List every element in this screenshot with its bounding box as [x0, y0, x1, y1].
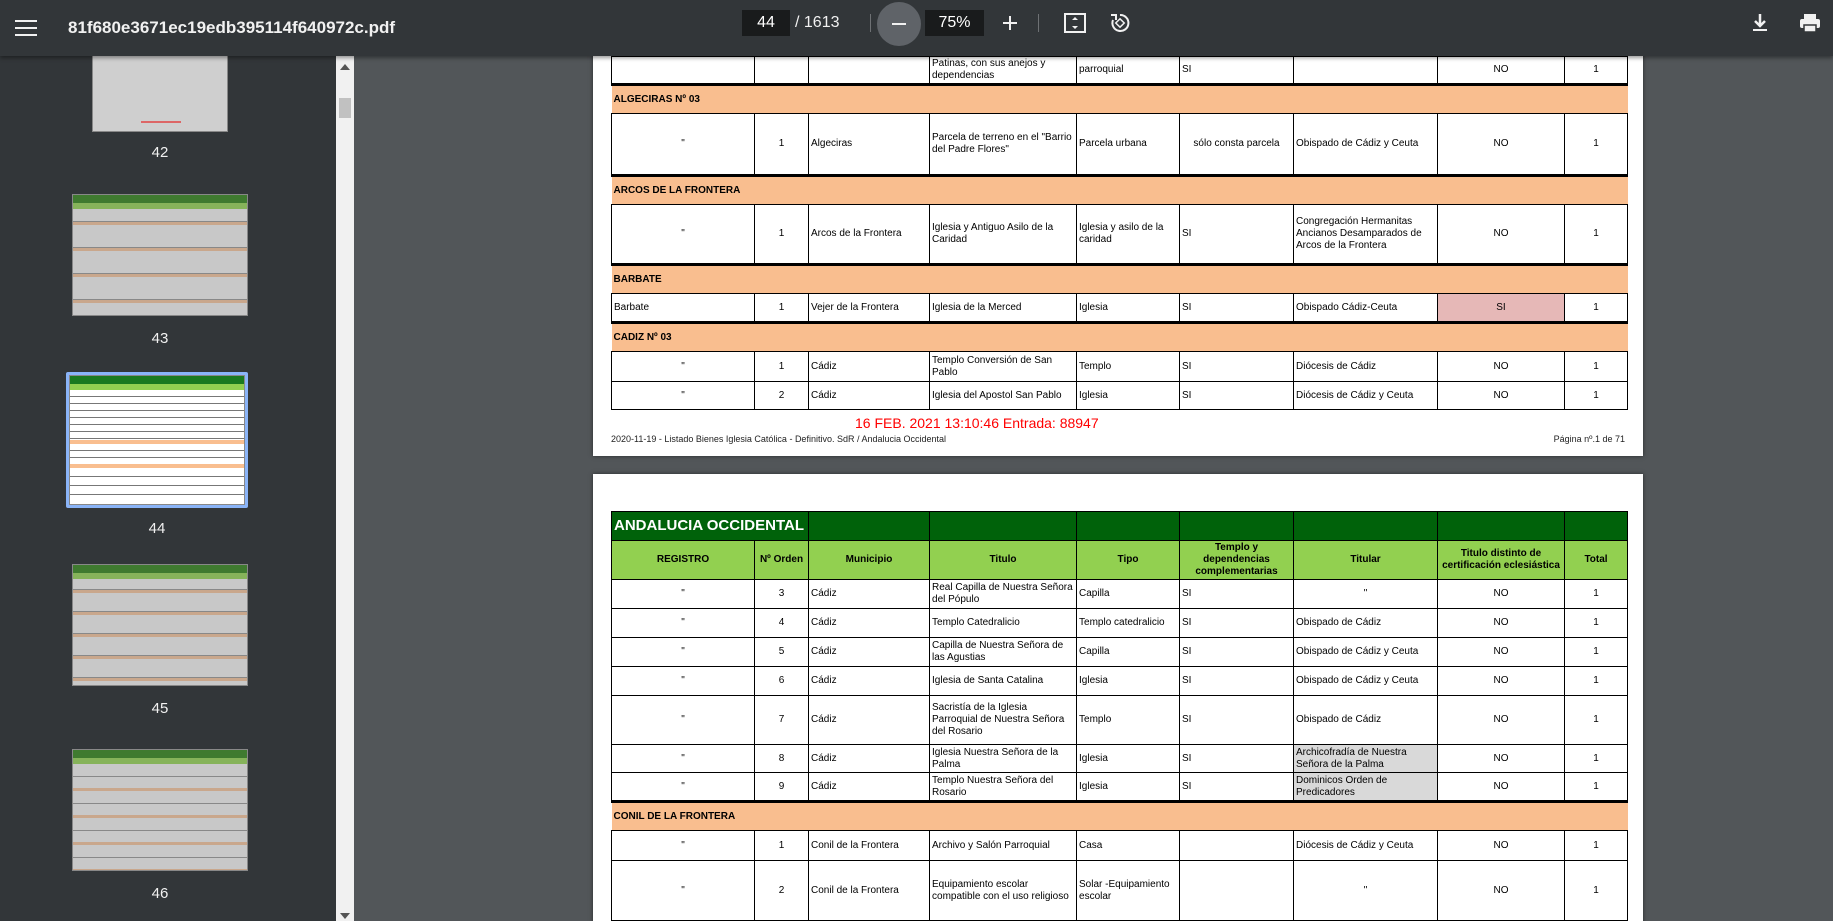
- zoom-input[interactable]: [925, 10, 984, 36]
- download-icon: [1751, 13, 1769, 33]
- thumbnail-number: 42: [151, 144, 169, 161]
- thumbnail-page-44[interactable]: [66, 372, 248, 537]
- thumbnail-number: 43: [151, 330, 169, 347]
- thumbnail-page-42[interactable]: [92, 56, 228, 161]
- sidebar-scrollbar[interactable]: [336, 56, 354, 921]
- table-row: " 1 Algeciras Parcela de terreno en el "Barrio del Padre Flores" Parcela urbana sólo consta parcela Obispado de Cádiz y Ceuta NO 1: [612, 114, 1628, 176]
- scrollbar-thumb[interactable]: [339, 98, 351, 118]
- thumbnail-page-45[interactable]: [72, 564, 248, 717]
- entry-stamp: 16 FEB. 2021 13:10:46 Entrada: 88947: [855, 415, 1099, 431]
- pdf-page-45: [593, 474, 1643, 921]
- print-icon: [1799, 13, 1821, 33]
- thumbnail-selected-frame: [66, 372, 248, 508]
- table-row: " 1 Arcos de la Frontera Iglesia y Antiguo Asilo de la Caridad Iglesia y asilo de la caridad SI Congregación Hermanitas Ancianos Desamparados de Arcos de la Frontera NO 1: [612, 205, 1628, 265]
- toolbar-divider: [870, 14, 871, 32]
- toolbar-divider: [1038, 14, 1039, 32]
- table-row: " 2 Conil de la Frontera Equipamiento escolar compatible con el uso religioso Solar -Equipamiento escolar " NO 1: [612, 861, 1628, 921]
- table-row: Patinas, con sus anejos y dependencias parroquial SI NO 1: [612, 57, 1628, 85]
- table-row: Barbate 1 Vejer de la Frontera Iglesia de la Merced Iglesia SI Obispado Cádiz-Ceuta SI 1: [612, 294, 1628, 323]
- thumbnail-image: [72, 194, 248, 316]
- table-row: " 8 Cádiz Iglesia Nuestra Señora de la Palma Iglesia SI Archicofradía de Nuestra Señora de la Palma NO 1: [612, 745, 1628, 773]
- zoom-out-button[interactable]: [877, 2, 921, 46]
- menu-button[interactable]: [6, 8, 46, 48]
- section-header: CADIZ Nº 03: [612, 323, 1628, 352]
- download-button[interactable]: [1740, 3, 1780, 43]
- rotate-button[interactable]: [1100, 3, 1140, 43]
- table-row: " 2 Cádiz Iglesia del Apostol San Pablo Iglesia SI Diócesis de Cádiz y Ceuta NO 1: [612, 382, 1628, 410]
- page-footer-left: 2020-11-19 - Listado Bienes Iglesia Católica - Definitivo. SdR / Andalucia Occidental: [611, 434, 947, 444]
- page-total: / 1613: [795, 13, 840, 31]
- thumbnail-page-46[interactable]: [72, 749, 248, 902]
- table-row: " 3 Cádiz Real Capilla de Nuestra Señora del Pópulo Capilla SI " NO 1: [612, 580, 1628, 609]
- zoom-in-button[interactable]: [990, 3, 1030, 43]
- table-row: " 4 Cádiz Templo Catedralicio Templo catedralicio SI Obispado de Cádiz NO 1: [612, 609, 1628, 638]
- pdf-page-44: [593, 56, 1643, 456]
- menu-icon: [15, 19, 37, 37]
- section-header: CONIL DE LA FRONTERA: [612, 802, 1628, 831]
- fit-page-button[interactable]: [1055, 3, 1095, 43]
- thumbnail-image: [72, 564, 248, 686]
- page-footer-right: Página nº.1 de 71: [1553, 434, 1625, 444]
- property-table: [611, 56, 1628, 410]
- fit-page-icon: [1064, 13, 1086, 33]
- scroll-down-icon[interactable]: [340, 913, 350, 919]
- thumbnail-sidebar: [0, 56, 338, 921]
- minus-icon: [890, 15, 908, 33]
- column-headers: REGISTRO Nº Orden Municipio Titulo Tipo Templo y dependencias complementarias Titular Titulo distinto de certificación eclesiástica Total: [612, 541, 1628, 580]
- table-row: " 5 Cádiz Capilla de Nuestra Señora de las Agustias Capilla SI Obispado de Cádiz y Ceuta NO 1: [612, 638, 1628, 667]
- thumbnail-number: 45: [151, 700, 169, 717]
- table-row: " 1 Cádiz Templo Conversión de San Pablo Templo SI Diócesis de Cádiz NO 1: [612, 352, 1628, 382]
- thumbnail-number: 46: [151, 885, 169, 902]
- document-viewer[interactable]: [356, 56, 1833, 921]
- region-header: ANDALUCIA OCCIDENTAL: [612, 512, 1628, 541]
- thumbnail-number: 44: [148, 520, 166, 537]
- section-header: BARBATE: [612, 265, 1628, 294]
- table-row: " 6 Cádiz Iglesia de Santa Catalina Iglesia SI Obispado de Cádiz y Ceuta NO 1: [612, 667, 1628, 696]
- print-button[interactable]: [1790, 3, 1830, 43]
- thumbnail-image: [92, 56, 228, 132]
- document-title: 81f680e3671ec19edb395114f640972c.pdf: [68, 18, 396, 37]
- property-table: [611, 511, 1628, 921]
- thumbnail-image: [72, 749, 248, 871]
- plus-icon: [1001, 14, 1019, 32]
- thumbnail-page-43[interactable]: [72, 194, 248, 347]
- page-number-input[interactable]: [742, 10, 790, 36]
- scroll-up-icon[interactable]: [340, 64, 350, 70]
- section-header: ALGECIRAS Nº 03: [612, 85, 1628, 114]
- thumbnail-image: [69, 375, 245, 505]
- table-row: " 1 Conil de la Frontera Archivo y Salón Parroquial Casa Diócesis de Cádiz y Ceuta NO 1: [612, 831, 1628, 861]
- pdf-toolbar: [0, 0, 1833, 56]
- section-header: ARCOS DE LA FRONTERA: [612, 176, 1628, 205]
- rotate-icon: [1109, 12, 1131, 34]
- table-row: " 9 Cádiz Templo Nuestra Señora del Rosario Iglesia SI Dominicos Orden de Predicadores NO 1: [612, 773, 1628, 802]
- table-row: " 7 Cádiz Sacristía de la Iglesia Parroquial de Nuestra Señora del Rosario Templo SI Obispado de Cádiz NO 1: [612, 696, 1628, 745]
